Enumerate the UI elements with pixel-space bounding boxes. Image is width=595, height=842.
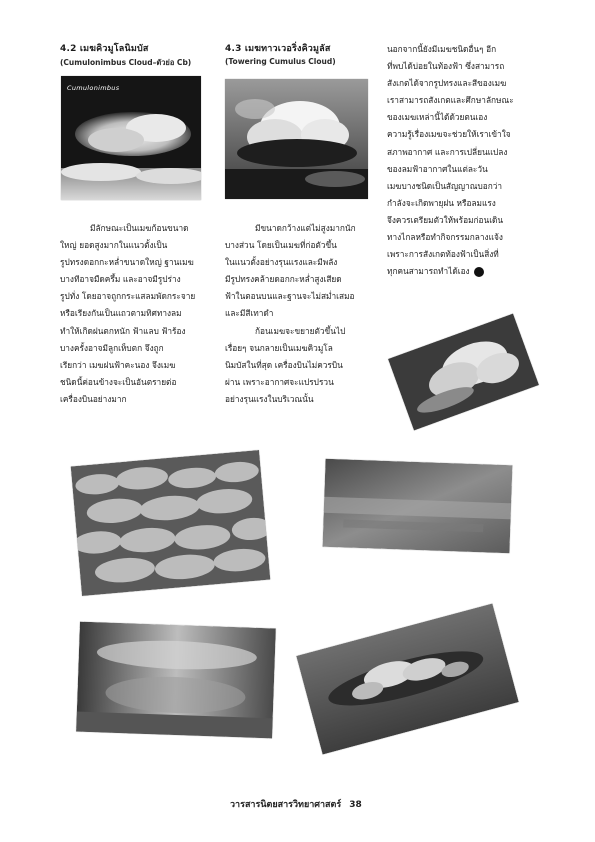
- paragraph-line: บางทีอาจมืดครึ้ม และอาจมีรูปร่าง: [60, 274, 181, 285]
- paragraph-line: ใหญ่ ยอดสูงมากในแนวตั้งเป็น: [60, 240, 168, 251]
- paragraph-line: ความรู้เรื่องเมฆจะช่วยให้เราเข้าใจ: [387, 129, 511, 140]
- paragraph-line: ของลมฟ้าอากาศในแต่ละวัน: [387, 163, 488, 174]
- paragraph-line: เพราะการสังเกตท้องฟ้าเป็นสิ่งที่: [387, 249, 499, 260]
- paragraph-line: ผ่าน เพราะอากาศจะแปรปรวน: [225, 377, 334, 388]
- altostratus-photo: [76, 622, 276, 739]
- paragraph-line: มีขนาดกว้างแต่ไม่สูงมากนัก: [255, 223, 356, 233]
- paragraph-line: ชนิดนี้ค่อนข้างจะเป็นอันตรายต่อ: [60, 376, 177, 387]
- section-42-subheading: (Cumulonimbus Cloud–ตัวย่อ Cb): [60, 58, 192, 67]
- paragraph-line: เมฆบางชนิดเป็นสัญญาณบอกว่า: [387, 180, 503, 191]
- paragraph-line: กำลังจะเกิดพายุฝน หรือลมแรง: [387, 197, 496, 208]
- paragraph-line: ก้อนเมฆจะขยายตัวขึ้นไป: [255, 326, 346, 336]
- cumulonimbus-photo: [61, 76, 201, 200]
- paragraph-line: เรื่อยๆ จนกลายเป็นเมฆคิวมูโล: [225, 343, 333, 354]
- paragraph-line: รูปทั่ง โดยอาจถูกกระแสลมพัดกระจาย: [60, 291, 196, 302]
- paragraph-line: สังเกตได้จากรูปทรงและสีของเมฆ: [387, 78, 507, 89]
- paragraph-line: รูปทรงดอกกะหล่ำขนาดใหญ่ ฐานเมฆ: [60, 257, 194, 268]
- paragraph-line: และมีสีเทาดำ: [225, 308, 274, 319]
- page-number: 38: [349, 800, 362, 810]
- paragraph-line: นิมบัสในที่สุด เครื่องบินไม่ควรบิน: [225, 360, 343, 371]
- cumulus-cloud-photo: [388, 314, 539, 431]
- paragraph-line: อย่างรุนแรงในบริเวณนั้น: [225, 394, 314, 405]
- paragraph-line: นอกจากนี้ยังมีเมฆชนิดอื่นๆ อีก: [387, 44, 497, 54]
- paragraph-line: บางครั้งอาจมีลูกเห็บตก จึงถูก: [60, 342, 164, 353]
- paragraph-line-last: [387, 263, 535, 280]
- paragraph-line: ของเมฆเหล่านี้ได้ด้วยตนเอง: [387, 112, 488, 123]
- paragraph-line: หรือเรียงกันเป็นแถวตามทิศทางลม: [60, 308, 182, 319]
- page-footer: [230, 797, 362, 811]
- photo-caption: Cumulonimbus: [67, 84, 120, 92]
- paragraph-line-text: ทุกคนสามารถทำได้เอง: [387, 266, 470, 277]
- stratocumulus-photo: [71, 450, 271, 596]
- paragraph-line: ทำให้เกิดฝนตกหนัก ฟ้าแลบ ฟ้าร้อง: [60, 325, 186, 336]
- towering-cumulus-photo: [225, 79, 368, 199]
- section-43-paragraph: [225, 220, 377, 323]
- section-43-paragraph-2: [225, 323, 377, 408]
- paragraph-line: ในแนวตั้งอย่างรุนแรงและมีพลัง: [225, 257, 338, 268]
- paragraph-line: มีรูปทรงคล้ายดอกกะหล่ำสูงเสียด: [225, 274, 342, 285]
- paragraph-line: เรียกว่า เมฆฝนฟ้าคะนอง จึงเมฆ: [60, 359, 176, 370]
- section-43-heading: 4.3 เมฆทาวเวอริ่งคิวมูลัส: [225, 44, 331, 54]
- paragraph-line: บางส่วน โดยเป็นเมฆที่ก่อตัวขึ้น: [225, 240, 337, 251]
- footer-title: วารสารนิตยสารวิทยาศาสตร์: [230, 800, 342, 810]
- paragraph-line: จึงควรเตรียมตัวให้พร้อมก่อนเดิน: [387, 214, 504, 225]
- paragraph-line: ที่พบได้บ่อยในท้องฟ้า ซึ่งสามารถ: [387, 61, 505, 72]
- paragraph-line: มีลักษณะเป็นเมฆก้อนขนาด: [90, 223, 189, 233]
- lenticular-cloud-photo: [296, 603, 518, 754]
- paragraph-line: เราสามารถสังเกตและศึกษาลักษณะ: [387, 95, 514, 106]
- section-43-subheading: (Towering Cumulus Cloud): [225, 57, 336, 66]
- paragraph-line: ทางไกลหรือทำกิจกรรมกลางแจ้ง: [387, 232, 503, 243]
- paragraph-line: ฟ้าในตอนบนและฐานจะไม่สม่ำเสมอ: [225, 291, 355, 302]
- section-42-heading: 4.2 เมฆคิวมูโลนิมบัส: [60, 44, 149, 54]
- end-of-article-icon: [474, 267, 484, 277]
- paragraph-line: เครื่องบินอย่างมาก: [60, 393, 127, 404]
- section-42-paragraph: [60, 220, 212, 408]
- right-column-text: [387, 41, 535, 280]
- stratus-photo: [323, 459, 513, 553]
- paragraph-line: สภาพอากาศ และการเปลี่ยนแปลง: [387, 146, 508, 157]
